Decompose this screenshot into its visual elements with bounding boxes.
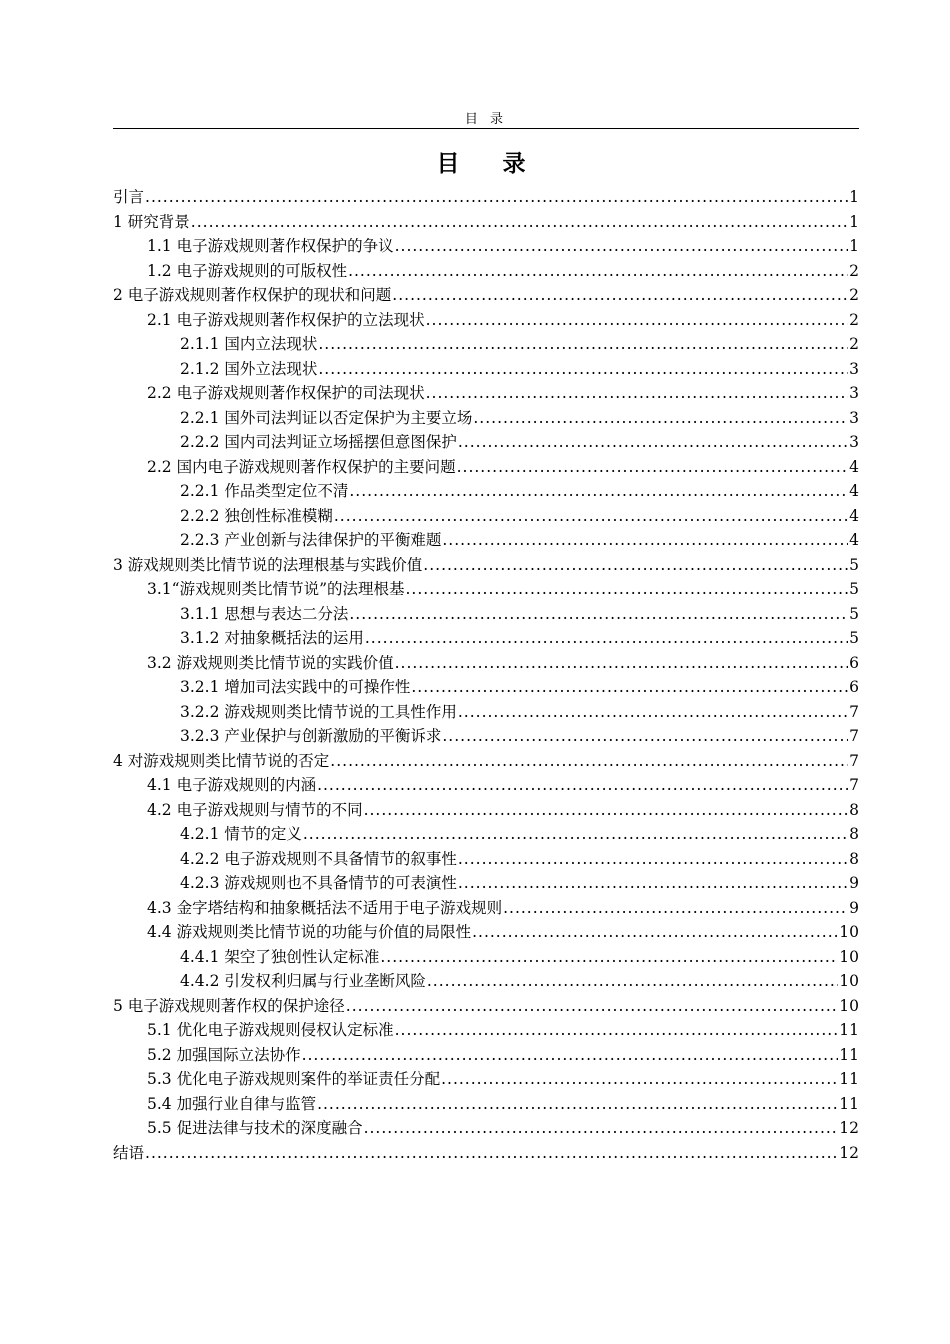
toc-dot-leader bbox=[406, 577, 849, 602]
toc-page-number: 12 bbox=[839, 1143, 859, 1162]
toc-entry[interactable] bbox=[113, 651, 859, 676]
toc-entry-title: 2.1.1 国内立法现状 bbox=[180, 335, 318, 353]
toc-page-number: 2 bbox=[849, 335, 859, 353]
toc-dot-leader bbox=[364, 1116, 839, 1141]
toc-entry-title: 4.4.2 引发权利归属与行业垄断风险 bbox=[180, 972, 426, 990]
toc-dot-leader bbox=[427, 969, 838, 994]
toc-page-number: 3 bbox=[849, 433, 859, 451]
toc-entry-title: 4.3 金字塔结构和抽象概括法不适用于电子游戏规则 bbox=[147, 898, 503, 917]
toc-entry[interactable] bbox=[113, 234, 859, 259]
toc-page-number: 6 bbox=[849, 678, 859, 696]
toc-page-number: 12 bbox=[839, 1119, 859, 1137]
toc-page-number: 5 bbox=[849, 629, 859, 647]
toc-entry[interactable] bbox=[113, 185, 859, 210]
toc-dot-leader bbox=[395, 1018, 839, 1043]
toc-entry[interactable] bbox=[113, 528, 859, 553]
toc-dot-leader bbox=[395, 651, 849, 676]
toc-page-number: 3 bbox=[849, 384, 859, 402]
toc-page-number: 7 bbox=[849, 727, 859, 745]
toc-dot-leader bbox=[458, 430, 848, 455]
toc-entry[interactable] bbox=[113, 430, 859, 455]
toc-entry-title: 2 电子游戏规则著作权保护的现状和问题 bbox=[113, 286, 392, 304]
toc-entry-title: 2.2 国内电子游戏规则著作权保护的主要问题 bbox=[147, 457, 456, 476]
toc-dot-leader bbox=[458, 871, 848, 896]
toc-page-number: 9 bbox=[849, 874, 859, 892]
toc-dot-leader bbox=[145, 1141, 838, 1166]
toc-entry-title: 4.2.1 情节的定义 bbox=[180, 825, 302, 843]
toc-entry-title: 结语 bbox=[113, 1143, 145, 1162]
toc-entry-title: 3.2.2 游戏规则类比情节说的工具性作用 bbox=[180, 702, 457, 721]
toc-page-number: 9 bbox=[849, 898, 859, 917]
toc-entry-title: 3.1.2 对抽象概括法的运用 bbox=[180, 629, 364, 647]
toc-entry[interactable] bbox=[113, 749, 859, 774]
toc-entry[interactable] bbox=[113, 920, 859, 945]
toc-entry-title: 2.2.2 独创性标准模糊 bbox=[180, 506, 333, 525]
toc-entry-title: 4.1 电子游戏规则的内涵 bbox=[147, 776, 317, 794]
toc-dot-leader bbox=[411, 675, 848, 700]
toc-page-number: 11 bbox=[839, 1070, 859, 1088]
toc-entry[interactable] bbox=[113, 822, 859, 847]
toc-entry-title: 5.5 促进法律与技术的深度融合 bbox=[147, 1119, 363, 1137]
toc-entry-title: 3.1.1 思想与表达二分法 bbox=[180, 604, 349, 623]
toc-entry-title: 1.1 电子游戏规则著作权保护的争议 bbox=[147, 237, 394, 255]
toc-entry-title: 2.2.3 产业创新与法律保护的平衡难题 bbox=[180, 531, 442, 549]
toc-entry[interactable] bbox=[113, 577, 859, 602]
toc-entry[interactable] bbox=[113, 798, 859, 823]
toc-entry[interactable] bbox=[113, 1043, 859, 1068]
toc-dot-leader bbox=[442, 528, 848, 553]
table-of-contents bbox=[113, 185, 859, 1165]
toc-dot-leader bbox=[503, 896, 848, 921]
toc-dot-leader bbox=[145, 185, 848, 210]
toc-entry[interactable] bbox=[113, 479, 859, 504]
toc-dot-leader bbox=[392, 283, 848, 308]
toc-entry[interactable] bbox=[113, 773, 859, 798]
toc-entry[interactable] bbox=[113, 700, 859, 725]
toc-entry-title: 3.2 游戏规则类比情节说的实践价值 bbox=[147, 653, 394, 672]
toc-entry[interactable] bbox=[113, 381, 859, 406]
toc-entry[interactable] bbox=[113, 724, 859, 749]
toc-dot-leader bbox=[346, 994, 838, 1019]
toc-entry-title: 5.4 加强行业自律与监管 bbox=[147, 1094, 317, 1113]
toc-entry-title: 5.2 加强国际立法协作 bbox=[147, 1045, 301, 1064]
toc-entry-title: 5.1 优化电子游戏规则侵权认定标准 bbox=[147, 1021, 394, 1039]
toc-entry-title: 2.1.2 国外立法现状 bbox=[180, 359, 318, 378]
toc-entry[interactable] bbox=[113, 406, 859, 431]
running-header: 目 录 bbox=[464, 112, 508, 127]
toc-page-number: 5 bbox=[849, 580, 859, 598]
toc-entry-title: 4.4 游戏规则类比情节说的功能与价值的局限性 bbox=[147, 923, 472, 941]
toc-entry[interactable] bbox=[113, 945, 859, 970]
toc-page-number: 3 bbox=[849, 359, 859, 378]
toc-entry-title: 5.3 优化电子游戏规则案件的举证责任分配 bbox=[147, 1070, 441, 1088]
toc-entry-title: 4.2.2 电子游戏规则不具备情节的叙事性 bbox=[180, 849, 457, 868]
toc-dot-leader bbox=[395, 234, 849, 259]
toc-entry-title: 4.4.1 架空了独创性认定标准 bbox=[180, 947, 380, 966]
toc-entry-title: 4.2.3 游戏规则也不具备情节的可表演性 bbox=[180, 874, 457, 892]
toc-page-number: 7 bbox=[849, 776, 859, 794]
toc-dot-leader bbox=[473, 406, 848, 431]
toc-page-number: 2 bbox=[849, 310, 859, 329]
toc-page-number: 7 bbox=[849, 751, 859, 770]
toc-page-number: 5 bbox=[849, 555, 859, 574]
toc-entry[interactable] bbox=[113, 259, 859, 284]
toc-entry-title: 1.2 电子游戏规则的可版权性 bbox=[147, 261, 348, 280]
toc-entry[interactable] bbox=[113, 994, 859, 1019]
toc-page-number: 4 bbox=[849, 457, 859, 476]
toc-entry[interactable] bbox=[113, 602, 859, 627]
toc-entry-title: 2.1 电子游戏规则著作权保护的立法现状 bbox=[147, 310, 425, 329]
toc-page-number: 11 bbox=[839, 1094, 859, 1113]
toc-dot-leader bbox=[330, 749, 848, 774]
toc-page-number: 5 bbox=[849, 604, 859, 623]
toc-dot-leader bbox=[302, 1043, 839, 1068]
toc-dot-leader bbox=[457, 455, 849, 480]
toc-page-number: 6 bbox=[849, 653, 859, 672]
toc-page-number: 2 bbox=[849, 261, 859, 280]
toc-dot-leader bbox=[458, 847, 848, 872]
toc-dot-leader bbox=[318, 357, 848, 382]
toc-entry[interactable] bbox=[113, 1092, 859, 1117]
toc-page-number: 10 bbox=[839, 947, 859, 966]
toc-entry[interactable] bbox=[113, 847, 859, 872]
toc-dot-leader bbox=[423, 553, 848, 578]
toc-page-number: 4 bbox=[849, 506, 859, 525]
toc-entry[interactable] bbox=[113, 455, 859, 480]
toc-page-number: 4 bbox=[849, 531, 859, 549]
toc-page-number: 3 bbox=[849, 408, 859, 427]
toc-entry[interactable] bbox=[113, 969, 859, 994]
toc-entry[interactable] bbox=[113, 626, 859, 651]
toc-entry[interactable] bbox=[113, 283, 859, 308]
toc-entry[interactable] bbox=[113, 1018, 859, 1043]
header-rule bbox=[113, 128, 859, 129]
toc-dot-leader bbox=[317, 773, 848, 798]
toc-entry-title: 3 游戏规则类比情节说的法理根基与实践价值 bbox=[113, 555, 423, 574]
toc-page-number: 8 bbox=[849, 800, 859, 819]
toc-page-number: 10 bbox=[839, 972, 859, 990]
toc-dot-leader bbox=[191, 210, 848, 235]
page-title: 目 录 bbox=[436, 151, 536, 177]
toc-dot-leader bbox=[426, 308, 849, 333]
toc-entry-title: 3.1“游戏规则类比情节说”的法理根基 bbox=[147, 580, 405, 598]
toc-entry-title: 3.2.3 产业保护与创新激励的平衡诉求 bbox=[180, 727, 442, 745]
toc-dot-leader bbox=[349, 479, 848, 504]
toc-entry[interactable] bbox=[113, 675, 859, 700]
toc-entry[interactable] bbox=[113, 896, 859, 921]
toc-dot-leader bbox=[349, 602, 848, 627]
toc-dot-leader bbox=[318, 332, 848, 357]
toc-dot-leader bbox=[303, 822, 848, 847]
toc-page-number: 10 bbox=[839, 996, 859, 1015]
toc-entry-title: 3.2.1 增加司法实践中的可操作性 bbox=[180, 678, 411, 696]
toc-entry-title: 4 对游戏规则类比情节说的否定 bbox=[113, 751, 330, 770]
toc-entry[interactable] bbox=[113, 1067, 859, 1092]
toc-entry-title: 1 研究背景 bbox=[113, 212, 190, 231]
toc-dot-leader bbox=[364, 798, 849, 823]
toc-entry[interactable] bbox=[113, 308, 859, 333]
toc-dot-leader bbox=[365, 626, 848, 651]
toc-dot-leader bbox=[334, 504, 848, 529]
toc-entry[interactable] bbox=[113, 1141, 859, 1166]
toc-page-number: 1 bbox=[849, 237, 859, 255]
toc-entry-title: 2.2 电子游戏规则著作权保护的司法现状 bbox=[147, 384, 425, 402]
toc-dot-leader bbox=[441, 1067, 838, 1092]
toc-dot-leader bbox=[442, 724, 848, 749]
toc-entry[interactable] bbox=[113, 871, 859, 896]
toc-entry[interactable] bbox=[113, 504, 859, 529]
toc-page-number: 8 bbox=[849, 849, 859, 868]
toc-dot-leader bbox=[380, 945, 838, 970]
toc-entry[interactable] bbox=[113, 1116, 859, 1141]
toc-entry-title: 4.2 电子游戏规则与情节的不同 bbox=[147, 800, 363, 819]
toc-entry-title: 2.2.2 国内司法判证立场摇摆但意图保护 bbox=[180, 433, 457, 451]
toc-page-number: 11 bbox=[839, 1045, 859, 1064]
toc-entry-title: 2.2.1 国外司法判证以否定保护为主要立场 bbox=[180, 408, 473, 427]
toc-dot-leader bbox=[472, 920, 838, 945]
toc-entry[interactable] bbox=[113, 357, 859, 382]
toc-entry[interactable] bbox=[113, 332, 859, 357]
toc-entry[interactable] bbox=[113, 553, 859, 578]
toc-dot-leader bbox=[317, 1092, 838, 1117]
toc-page-number: 1 bbox=[849, 212, 859, 231]
toc-page-number: 7 bbox=[849, 702, 859, 721]
toc-page-number: 8 bbox=[849, 825, 859, 843]
toc-dot-leader bbox=[458, 700, 848, 725]
toc-page-number: 10 bbox=[839, 923, 859, 941]
toc-entry[interactable] bbox=[113, 210, 859, 235]
toc-page-number: 11 bbox=[839, 1021, 859, 1039]
toc-entry-title: 2.2.1 作品类型定位不清 bbox=[180, 482, 349, 500]
toc-dot-leader bbox=[348, 259, 848, 284]
toc-entry-title: 5 电子游戏规则著作权的保护途径 bbox=[113, 996, 345, 1015]
toc-dot-leader bbox=[426, 381, 849, 406]
toc-entry-title: 引言 bbox=[113, 188, 145, 206]
toc-page-number: 2 bbox=[849, 286, 859, 304]
toc-page-number: 4 bbox=[849, 482, 859, 500]
toc-page-number: 1 bbox=[849, 188, 859, 206]
